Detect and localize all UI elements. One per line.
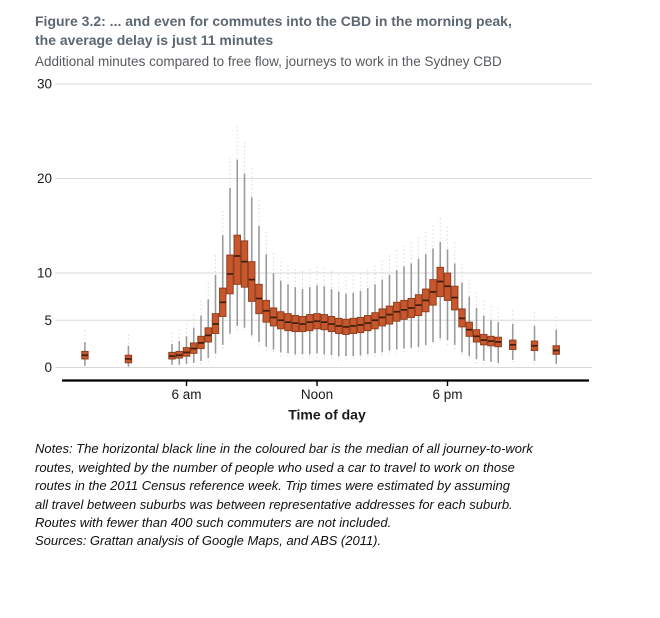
box-plot-item [408,243,414,353]
box-plot-item [183,324,189,367]
notes-line: routes in the 2011 Census reference week. Trip times were estimated by assuming [35,478,510,494]
box-plot-item [278,262,284,357]
x-axis-title: Time of day [288,406,366,423]
box-plot-item [328,271,334,360]
iqr-box [241,241,247,287]
box-plot-item [270,253,276,354]
x-axis-tick-label: 6 pm [432,387,463,402]
box-plot-item [169,333,175,368]
figure-title-line1: Figure 3.2: ... and even for commutes into the CBD in the morning peak, [35,13,512,29]
box-plot-item [343,276,349,360]
box-plot-item [510,310,516,364]
iqr-box [249,262,255,302]
box-plot-item [82,330,88,367]
box-plot-item [430,226,436,347]
box-plot-item [437,218,443,343]
box-plot-item [372,266,378,358]
x-axis-tick-label: 6 am [171,387,202,402]
notes-line: Notes: The horizontal black line in the coloured bar is the median of all journey-to-work [35,441,533,456]
box-plot-item [220,211,226,350]
box-plot-item [452,243,458,350]
notes-line: Routes with fewer than 400 such commuters are not included. [35,515,392,531]
box-plot-item [473,292,479,363]
box-plot-item [495,308,501,367]
box-plot-item [488,306,494,366]
box-plot-item [299,271,305,359]
box-plot-item [176,329,182,367]
box-plot-item [205,283,211,363]
box-plot-item [234,126,240,330]
box-plot-item [321,268,327,359]
box-plot-item [314,267,320,358]
box-plot-item [292,269,298,359]
box-plot-item [241,142,247,333]
box-plot-item [423,232,429,350]
notes-line: routes, weighted by the number of people who used a car to travel to work on those [35,459,515,475]
box-plot-item [336,274,342,361]
y-axis-tick-label: 5 [44,312,52,328]
box-plot-item [415,237,421,351]
figure-title-line2: the average delay is just 11 minutes [35,31,274,48]
figure-sources: Sources: Grattan analysis of Google Maps, and ABS (2011). [35,533,382,548]
box-plot-item [401,246,407,354]
box-plot-item [227,158,233,338]
box-plot-item [198,301,204,366]
notes-line: all travel between suburbs was between representative addresses for each suburb. [35,496,513,512]
figure-notes [35,440,615,533]
y-axis-tick-label: 10 [36,265,52,281]
box-plot-item [365,270,371,359]
box-plot-item [386,255,392,355]
box-plot-item [212,255,218,358]
box-plot-item [459,264,465,357]
box-plot-item [379,261,385,358]
box-plot-item [191,315,197,368]
box-plot-item [125,335,131,368]
box-plot-item [285,266,291,358]
y-axis-tick-label: 30 [36,76,52,92]
box-plot-item [307,269,313,359]
box-plot-item [350,275,356,361]
x-axis-tick-label: Noon [300,387,334,402]
box-plot-item [357,273,363,360]
box-plot-item [444,227,450,345]
y-axis-tick-label: 0 [44,360,52,375]
box-plot-item [394,250,400,354]
box-plot-item [553,317,559,368]
box-plot-item [249,168,255,340]
box-plot-item [263,232,269,351]
iqr-box [234,235,240,284]
figure-subtitle: Additional minutes compared to free flow, journeys to work in the Sydney CBD [35,54,502,69]
box-plot-item [481,301,487,366]
y-axis-tick-label: 20 [36,171,52,186]
